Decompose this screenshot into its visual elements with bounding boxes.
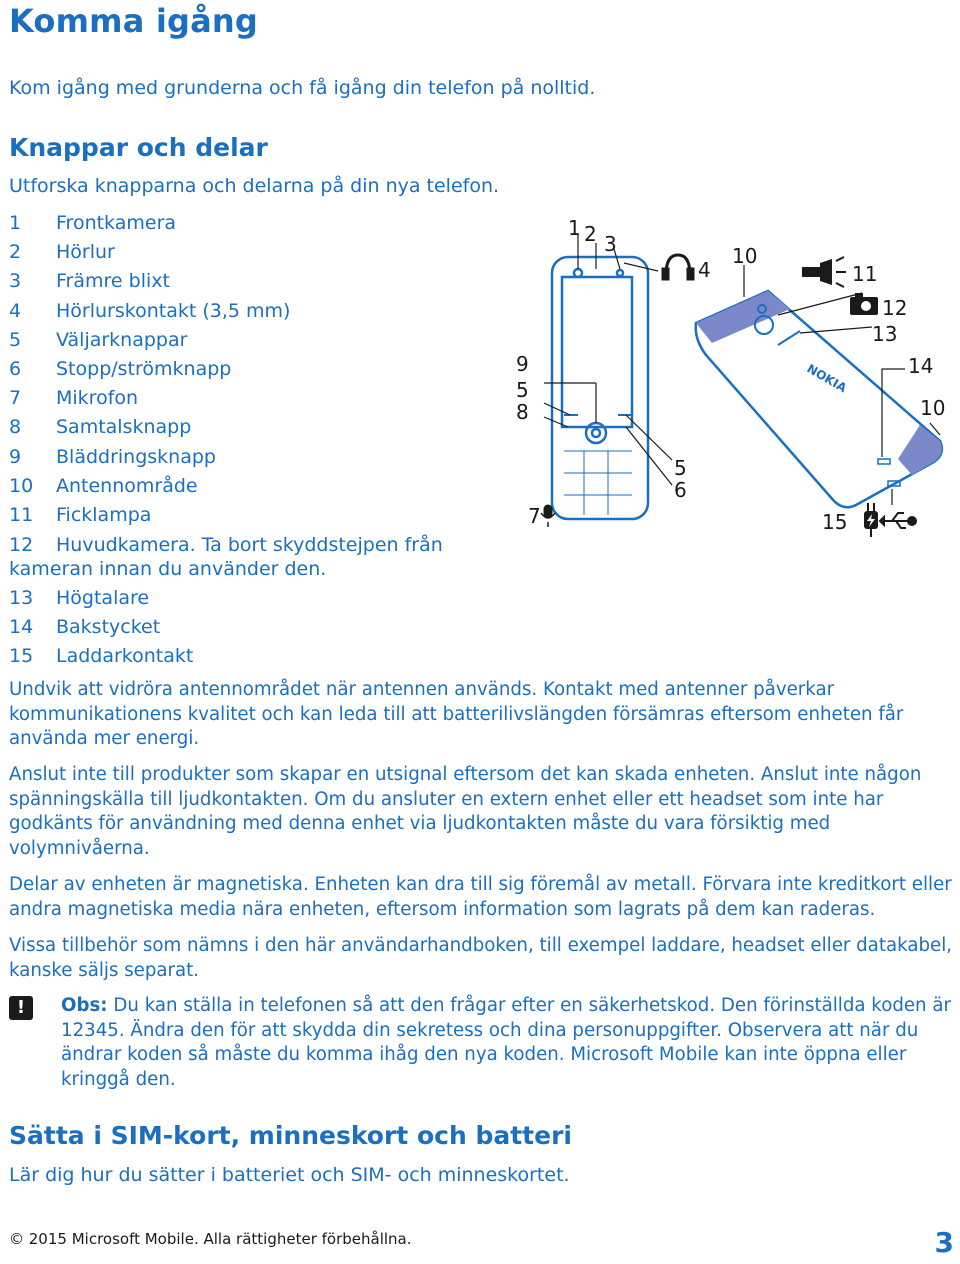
phone-front-illustration xyxy=(552,257,648,519)
list-item: 2 Hörlur xyxy=(9,241,115,264)
accessories-paragraph: Vissa tillbehör som nämns i den här användarhandboken, till exempel laddare, headset eller datakabel, kanske säljs separat. xyxy=(9,935,953,981)
svg-text:4: 4 xyxy=(698,258,711,282)
svg-text:12: 12 xyxy=(882,296,908,320)
svg-text:3: 3 xyxy=(604,232,617,256)
svg-text:8: 8 xyxy=(516,400,529,424)
antenna-paragraph: Undvik att vidröra antennområdet när antennen används. Kontakt med antenner påverkar kommunikationens kvalitet och kan leda till att batterilivslängden försämras eftersom enheten får använda mer energi. xyxy=(9,679,904,750)
list-item: 6 Stopp/strömknapp xyxy=(9,357,232,380)
list-item: 11 Ficklampa xyxy=(9,503,152,526)
usb-icon xyxy=(880,513,916,528)
list-item: 10 Antennområde xyxy=(9,474,198,497)
charger-icon xyxy=(864,503,878,537)
list-item: 14 Bakstycket xyxy=(9,616,161,639)
page-title: Komma igång xyxy=(9,2,258,40)
svg-text:10: 10 xyxy=(732,244,758,268)
diagram-labels-front xyxy=(516,216,711,528)
svg-text:15: 15 xyxy=(822,510,848,534)
svg-text:5: 5 xyxy=(674,456,687,480)
list-item: 15 Laddarkontakt xyxy=(9,645,194,668)
parts-list xyxy=(9,209,479,672)
note-paragraph xyxy=(61,994,956,1092)
section-subtitle-buttons: Utforska knapparna och delarna på din nya telefon. xyxy=(9,175,500,197)
svg-text:9: 9 xyxy=(516,352,529,376)
warning-icon: ! xyxy=(9,996,33,1020)
svg-text:1: 1 xyxy=(568,216,581,240)
note-label: Obs: xyxy=(61,995,108,1016)
phone-diagram xyxy=(500,205,950,545)
note-text: Du kan ställa in telefonen så att den frågar efter en säkerhetskod. Den förinställda koden är 12345. Ändra den för att skydda din sekretess och dina personuppgifter. Observera att när du ändrar koden så måste du komma ihåg den nya koden. Microsoft Mobile kan inte öppna eller kringgå den. xyxy=(61,995,951,1090)
svg-text:14: 14 xyxy=(908,354,934,378)
svg-text:7: 7 xyxy=(528,504,541,528)
list-item: 5 Väljarknappar xyxy=(9,328,188,351)
page-number: 3 xyxy=(934,1226,954,1259)
list-item: 1 Frontkamera xyxy=(9,212,177,234)
svg-text:13: 13 xyxy=(872,322,898,346)
svg-text:5: 5 xyxy=(516,378,529,402)
list-item: 7 Mikrofon xyxy=(9,387,139,410)
list-item: 13 Högtalare xyxy=(9,587,150,610)
intro-text: Kom igång med grunderna och få igång din telefon på nolltid. xyxy=(9,77,596,99)
section-heading-sim: Sätta i SIM-kort, minneskort och batteri xyxy=(9,1121,572,1150)
list-item: 3 Främre blixt xyxy=(9,270,170,293)
headphone-icon xyxy=(663,255,693,279)
phone-back-illustration xyxy=(696,291,942,507)
svg-text:6: 6 xyxy=(674,478,687,502)
svg-text:2: 2 xyxy=(584,222,597,246)
svg-text:11: 11 xyxy=(852,262,878,286)
list-item: 8 Samtalsknapp xyxy=(9,416,192,439)
section-heading-buttons: Knappar och delar xyxy=(9,133,268,162)
list-item: 12 Huvudkamera. Ta bort skyddstejpen från kameran innan du använder den. xyxy=(9,534,443,581)
flashlight-icon xyxy=(802,257,846,287)
copyright-footer: © 2015 Microsoft Mobile. Alla rättigheter förbehållna. xyxy=(9,1230,412,1248)
list-item: 4 Hörlurskontakt (3,5 mm) xyxy=(9,299,291,322)
section-subtitle-sim: Lär dig hur du sätter i batteriet och SIM- och minneskortet. xyxy=(9,1164,570,1186)
list-item: 9 Bläddringsknapp xyxy=(9,445,216,468)
camera-icon xyxy=(850,293,878,315)
connection-paragraph: Anslut inte till produkter som skapar en utsignal eftersom det kan skada enheten. Anslut inte någon spänningskälla till ljudkontakten. Om du ansluter en extern enhet eller ett headset som inte har godkänts för användning med denna enhet via ljudkontakten måste du vara försiktig med volymnivåerna. xyxy=(9,764,922,859)
magnetic-paragraph: Delar av enheten är magnetiska. Enheten kan dra till sig föremål av metall. Förvara inte kreditkort eller andra magnetiska media nära enheten, eftersom information som lagrats på dem kan raderas. xyxy=(9,874,952,920)
svg-text:10: 10 xyxy=(920,396,946,420)
nokia-logo: NOKIA xyxy=(804,361,849,396)
